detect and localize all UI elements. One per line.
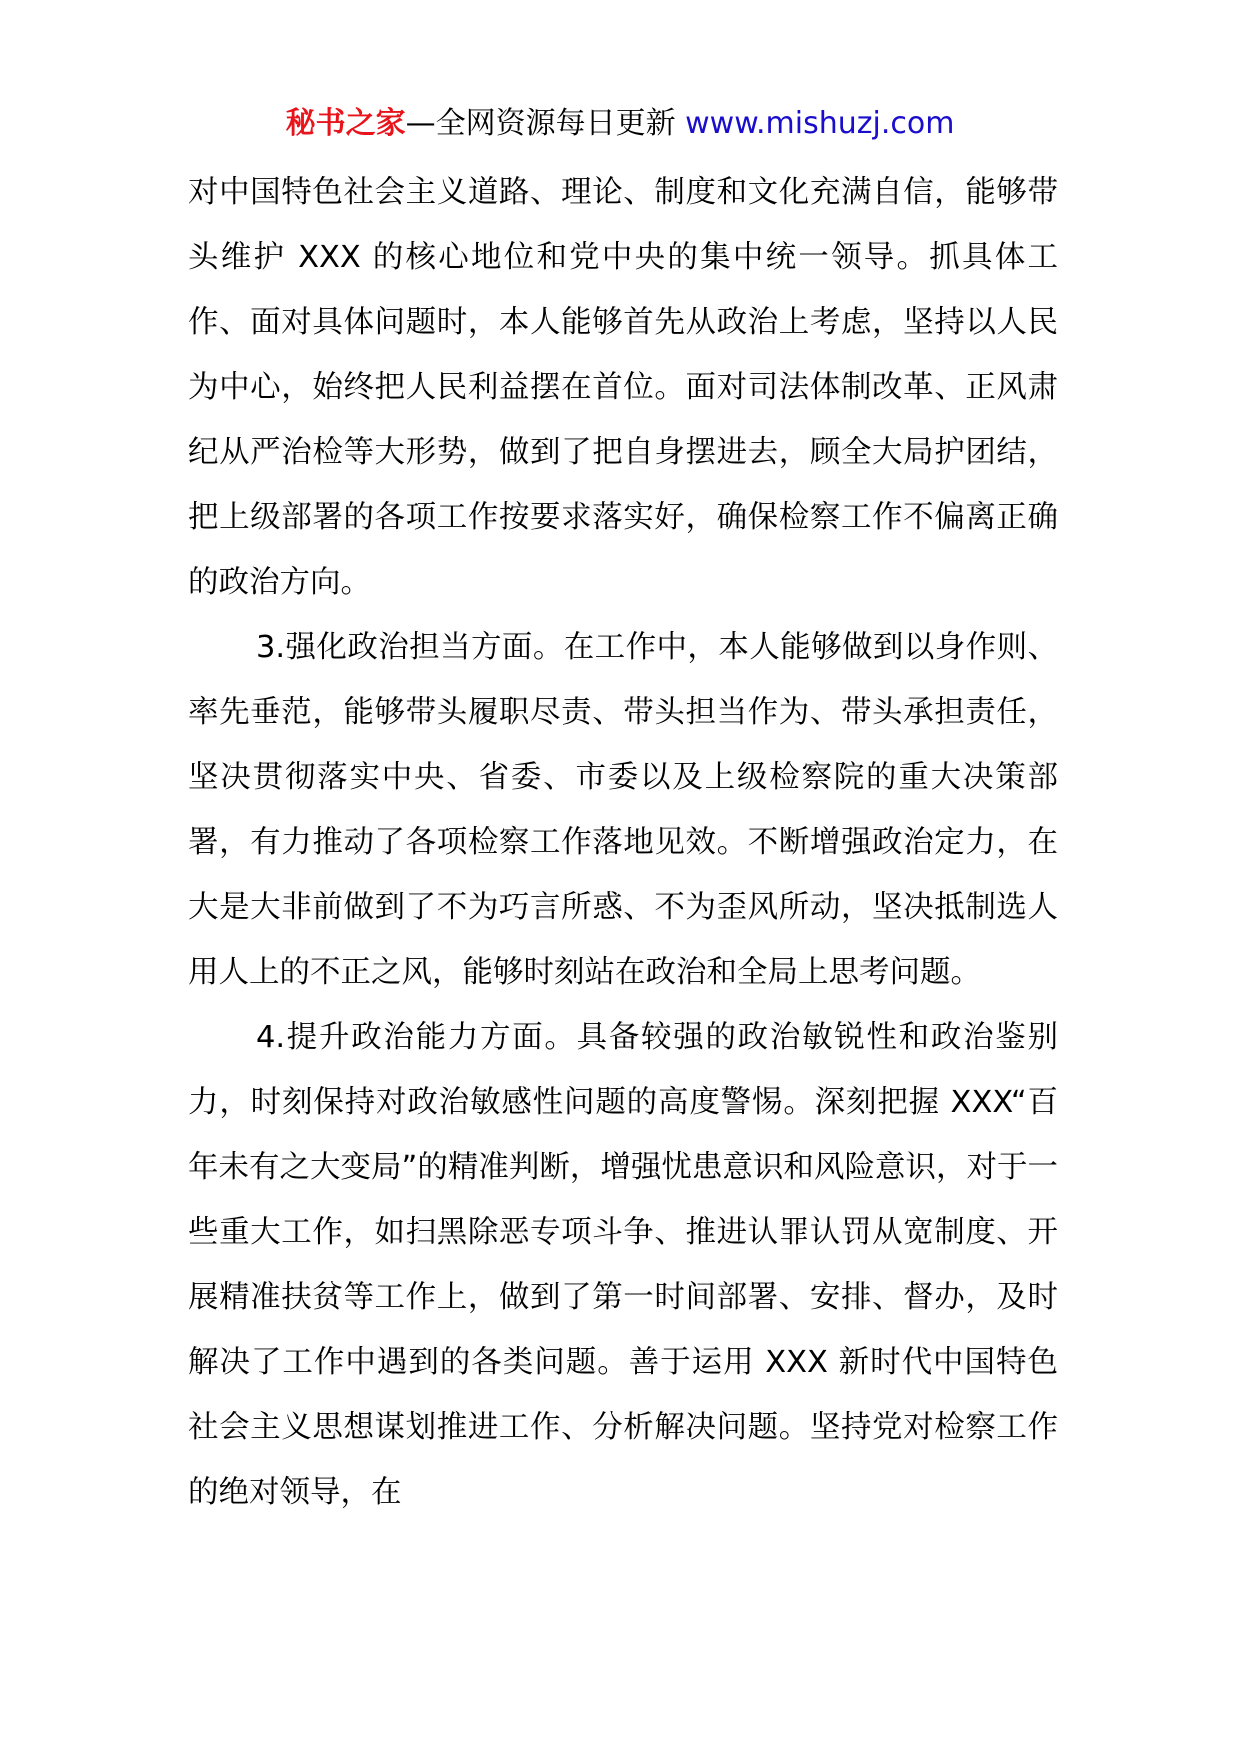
paragraph-continued: 对中国特色社会主义道路、理论、制度和文化充满自信，能够带头维护 XXX 的核心地位和党中央的集中统一领导。抓具体工作、面对具体问题时，本人能够首先从政治上考虑，坚持以人民为中心，始终把人民利益摆在首位。面对司法体制改革、正风肃纪从严治检等大形势，做到了把自身摆进去，顾全大局护团结，把上级部署的各项工作按要求落实好，确保检察工作不偏离正确的政治方向。: [188, 175, 1058, 600]
site-brand: 秘书之家: [285, 106, 406, 141]
paragraph-political-responsibility: 3.强化政治担当方面。在工作中，本人能够做到以身作则、率先垂范，能够带头履职尽责、带头担当作为、带头承担责任，坚决贯彻落实中央、省委、市委以及上级检察院的重大决策部署，有力推动了各项检察工作落地见效。不断增强政治定力，在大是大非前做到了不为巧言所惑、不为歪风所动，坚决抵制选人用人上的不正之风，能够时刻站在政治和全局上思考问题。: [188, 630, 1058, 990]
site-tagline: —全网资源每日更新: [405, 106, 676, 141]
paragraph-political-ability: 4.提升政治能力方面。具备较强的政治敏锐性和政治鉴别力，时刻保持对政治敏感性问题的高度警惕。深刻把握 XXX“百年未有之大变局”的精准判断，增强忧患意识和风险意识，对于一些重大工作，如扫黑除恶专项斗争、推进认罪认罚从宽制度、开展精准扶贫等工作上，做到了第一时间部署、安排、督办，及时解决了工作中遇到的各类问题。善于运用 XXX 新时代中国特色社会主义思想谋划推进工作、分析解决问题。坚持党对检察工作的绝对领导，在: [188, 1020, 1058, 1510]
site-url-link[interactable]: www.mishuzj.com: [685, 106, 955, 141]
site-header: [0, 102, 1240, 146]
document-body: [188, 160, 1058, 1525]
